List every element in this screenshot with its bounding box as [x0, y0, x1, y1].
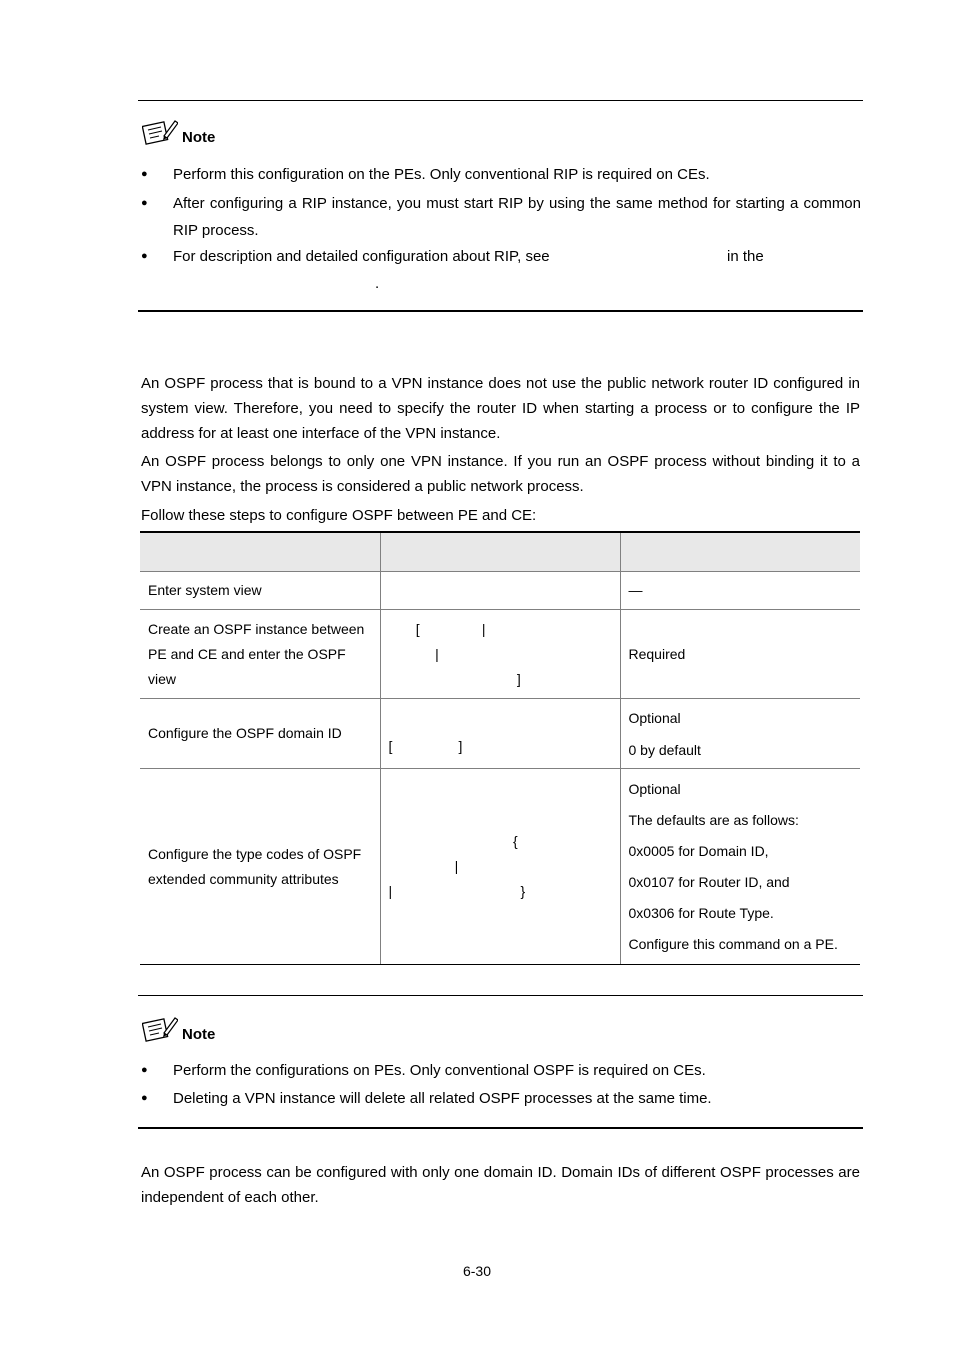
table-row: [140, 572, 860, 610]
command-cell: { | | }: [380, 769, 620, 965]
command-cell: [ ]: [380, 699, 620, 769]
note1-item-2: ● After configuring a RIP instance, you must start RIP by using the same method for starting a common RIP process.: [141, 190, 861, 244]
action-cell: Configure the OSPF domain ID: [140, 699, 380, 769]
command-cell: [ | | ]: [380, 610, 620, 699]
action-cell: Create an OSPF instance between PE and CE and enter the OSPF view: [140, 610, 380, 699]
bullet-dot: ●: [141, 168, 148, 180]
paragraph-router-id: An OSPF process that is bound to a VPN instance does not use the public network router ID configured in system view. Therefore, you need to specify the router ID when starting a process or to configure the IP address for at least one interface of the VPN instance.: [141, 375, 860, 442]
note1-label: Note: [182, 129, 216, 146]
note1-item-1: ● Perform this configuration on the PEs. Only conventional RIP is required on CEs.: [141, 161, 861, 188]
bullet-dot: ●: [141, 1092, 148, 1104]
header-cell-use-command: [380, 532, 620, 572]
config-steps-table: [140, 531, 860, 965]
note1-item-3: ● For description and detailed configuration about RIP, see in the .: [141, 243, 861, 297]
note1-bottom-rule: [138, 310, 863, 312]
paragraph-process-binding: An OSPF process belongs to only one VPN instance. If you run an OSPF process without binding it to a VPN instance, the process is considered a public network process.: [141, 453, 860, 495]
header-cell-to-do: [140, 532, 380, 572]
bullet-dot: ●: [141, 1064, 148, 1076]
table-row: [140, 699, 860, 769]
note2-header: [142, 1015, 215, 1043]
note-pencil-icon: [142, 118, 178, 146]
action-cell: Enter system view: [140, 572, 380, 610]
command-cell: [380, 572, 620, 610]
note2-label: Note: [182, 1026, 216, 1043]
remarks-cell: Optional 0 by default: [620, 699, 860, 769]
action-cell: Configure the type codes of OSPF extended community attributes: [140, 769, 380, 965]
remarks-cell: Required: [620, 610, 860, 699]
page-number: 6-30: [462, 1263, 492, 1279]
paragraph-domain-id: An OSPF process can be configured with only one domain ID. Domain IDs of different OSPF processes are independent of each other.: [141, 1164, 860, 1206]
note-pencil-icon: [142, 1015, 178, 1043]
paragraph-steps-intro: Follow these steps to configure OSPF between PE and CE:: [141, 507, 537, 524]
remarks-cell: —: [620, 572, 860, 610]
remarks-cell: Optional The defaults are as follows: 0x0005 for Domain ID, 0x0107 for Router ID, and 0x0306 for Route Type. Configure this command on a PE.: [620, 769, 860, 965]
note2-item-1: ● Perform the configurations on PEs. Only conventional OSPF is required on CEs.: [141, 1057, 861, 1084]
note1-header: [142, 118, 215, 146]
note2-top-rule: [138, 995, 863, 996]
note2-bottom-rule: [138, 1127, 863, 1129]
table-header-row: [140, 532, 860, 572]
bullet-dot: ●: [141, 197, 148, 209]
bullet-dot: ●: [141, 250, 148, 262]
table-row: [140, 769, 860, 965]
table-row: [140, 610, 860, 699]
header-cell-remarks: [620, 532, 860, 572]
note1-top-rule: [138, 100, 863, 101]
note2-item-2: ● Deleting a VPN instance will delete all related OSPF processes at the same time.: [141, 1085, 861, 1112]
